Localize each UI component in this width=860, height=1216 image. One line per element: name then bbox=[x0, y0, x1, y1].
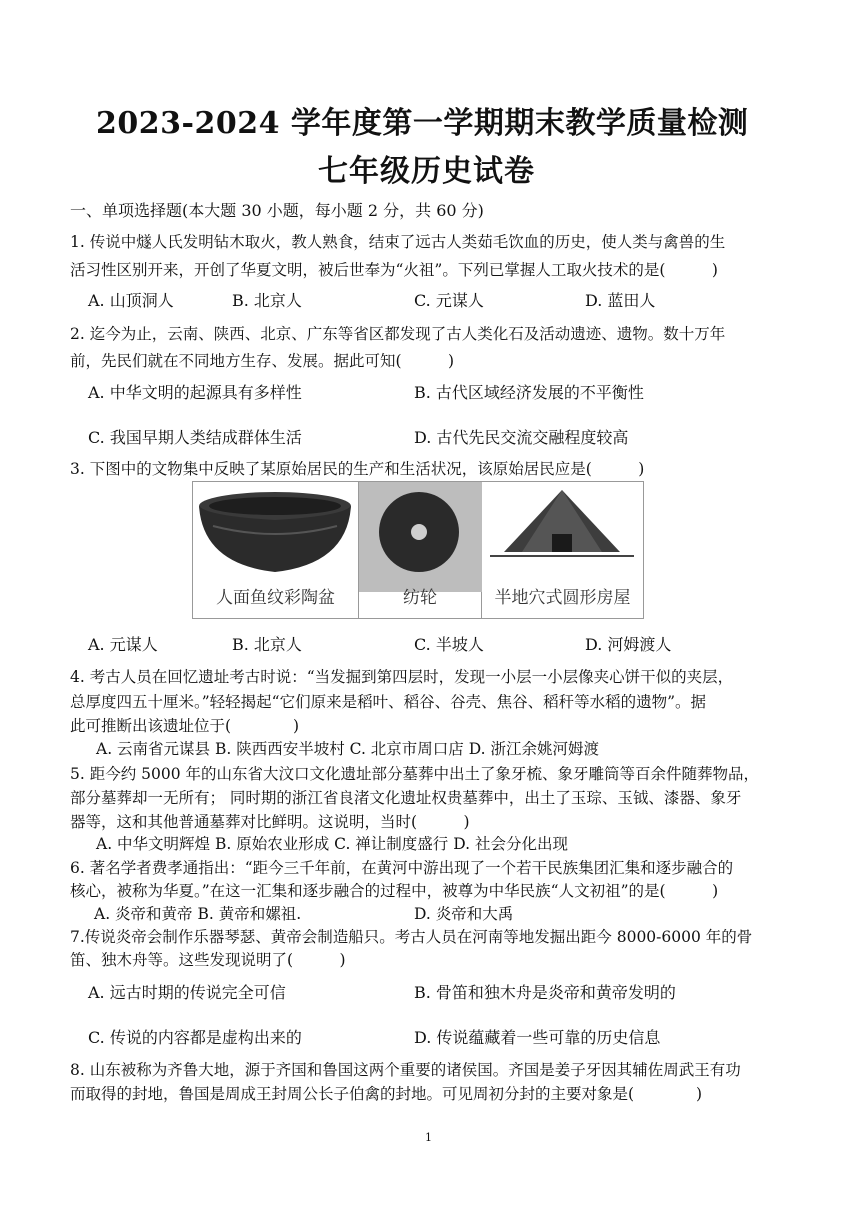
q7-option-d[interactable]: D. 传说蕴藏着一些可靠的历史信息 bbox=[414, 1028, 661, 1047]
q1-option-d[interactable]: D. 蓝田人 bbox=[585, 291, 656, 310]
question-1-line-2: 活习性区别开来，开创了华夏文明，被后世奉为“火祖”。下列已掌握人工取火技术的是( ) bbox=[70, 261, 718, 279]
q1-option-b[interactable]: B. 北京人 bbox=[232, 291, 302, 310]
question-6-line-1: 6. 著名学者费孝通指出：“距今三千年前，在黄河中游出现了一个若干民族集团汇集和逐步融合的 bbox=[70, 859, 734, 877]
q2-option-c[interactable]: C. 我国早期人类结成群体生活 bbox=[88, 428, 302, 447]
q1-option-a[interactable]: A. 山顶洞人 bbox=[88, 291, 174, 310]
question-7-line-1: 7.传说炎帝会制作乐器琴瑟、黄帝会制造船只。考古人员在河南等地发掘出距今 8000-6000 年的骨 bbox=[70, 928, 753, 946]
artifact-figure bbox=[192, 481, 644, 619]
q2-option-a[interactable]: A. 中华文明的起源具有多样性 bbox=[88, 383, 302, 402]
figure-cell-round-house bbox=[482, 482, 643, 618]
section-heading: 一、单项选择题(本大题 30 小题，每小题 2 分，共 60 分) bbox=[70, 201, 484, 220]
caption-round-house: 半地穴式圆形房屋 bbox=[494, 588, 631, 608]
question-4-line-1: 4. 考古人员在回忆遗址考古时说：“当发掘到第四层时，发现一小层一小层像夹心饼干似的夹层， bbox=[70, 668, 734, 686]
question-6-line-2: 核心，被称为华夏。”在这一汇集和逐步融合的过程中，被尊为中华民族“人文初祖”的是( ) bbox=[70, 882, 719, 900]
exam-subtitle: 七年级历史试卷 bbox=[318, 154, 535, 189]
question-5-line-2: 部分墓葬却一无所有； 同时期的浙江省良渚文化遗址权贵墓葬中，出土了玉琮、玉钺、漆器、象牙 bbox=[70, 789, 742, 807]
figure-cell-spindle-whorl bbox=[359, 482, 482, 618]
q7-option-b[interactable]: B. 骨笛和独木舟是炎帝和黄帝发明的 bbox=[414, 983, 676, 1002]
caption-spindle-whorl: 纺轮 bbox=[403, 588, 437, 608]
exam-title: 2023-2024 学年度第一学期期末教学质量检测 bbox=[96, 106, 749, 141]
round-house-image bbox=[482, 484, 642, 580]
question-4-line-2: 总厚度四五十厘米。”轻轻揭起“它们原来是稻叶、稻谷、谷壳、焦谷、稻秆等水稻的遗物”。据 bbox=[70, 693, 707, 711]
q2-option-d[interactable]: D. 古代先民交流交融程度较高 bbox=[414, 428, 629, 447]
question-2-line-1: 2. 迄今为止，云南、陕西、北京、广东等省区都发现了古人类化石及活动遗迹、遗物。数十万年 bbox=[70, 325, 726, 343]
question-3-line-1: 3. 下图中的文物集中反映了某原始居民的生产和生活状况，该原始居民应是( ) bbox=[70, 460, 645, 478]
question-5-line-3: 器等，这和其他普通墓葬对比鲜明。这说明，当时( ) bbox=[70, 813, 470, 831]
question-7-line-2: 笛、独木舟等。这些发现说明了( ) bbox=[70, 951, 346, 969]
question-5-line-1: 5. 距今约 5000 年的山东省大汶口文化遗址部分墓葬中出土了象牙梳、象牙雕筒等百余件随葬物品， bbox=[70, 765, 760, 783]
page-number: 1 bbox=[425, 1131, 432, 1144]
pottery-basin-image bbox=[193, 486, 357, 582]
q2-option-b[interactable]: B. 古代区域经济发展的不平衡性 bbox=[414, 383, 644, 402]
q1-option-c[interactable]: C. 元谋人 bbox=[414, 291, 484, 310]
caption-pottery-basin: 人面鱼纹彩陶盆 bbox=[216, 588, 335, 608]
q7-option-a[interactable]: A. 远古时期的传说完全可信 bbox=[88, 983, 286, 1002]
q3-option-a[interactable]: A. 元谋人 bbox=[88, 635, 158, 654]
q5-options[interactable]: A. 中华文明辉煌 B. 原始农业形成 C. 禅让制度盛行 D. 社会分化出现 bbox=[96, 835, 568, 853]
question-1-line-1: 1. 传说中燧人氏发明钻木取火，教人熟食，结束了远古人类茹毛饮血的历史，使人类与禽兽的生 bbox=[70, 233, 726, 251]
q7-option-c[interactable]: C. 传说的内容都是虚构出来的 bbox=[88, 1028, 302, 1047]
question-8-line-1: 8. 山东被称为齐鲁大地，源于齐国和鲁国这两个重要的诸侯国。齐国是姜子牙因其辅佐周武王有功 bbox=[70, 1061, 741, 1079]
q6-option-c[interactable]: D. 炎帝和大禹 bbox=[414, 905, 514, 923]
spindle-whorl-image bbox=[359, 482, 482, 592]
q3-option-c[interactable]: C. 半坡人 bbox=[414, 635, 484, 654]
question-4-line-3: 此可推断出该遗址位于( ) bbox=[70, 717, 300, 735]
figure-cell-pottery-basin bbox=[193, 482, 359, 618]
q6-option-ab[interactable]: A. 炎帝和黄帝 B. 黄帝和嫘祖. bbox=[94, 905, 302, 923]
question-2-line-2: 前，先民们就在不同地方生存、发展。据此可知( ) bbox=[70, 352, 455, 370]
q3-option-d[interactable]: D. 河姆渡人 bbox=[585, 635, 672, 654]
q3-option-b[interactable]: B. 北京人 bbox=[232, 635, 302, 654]
q4-options[interactable]: A. 云南省元谋县 B. 陕西西安半坡村 C. 北京市周口店 D. 浙江余姚河姆渡 bbox=[96, 740, 599, 758]
question-8-line-2: 而取得的封地，鲁国是周成王封周公长子伯禽的封地。可见周初分封的主要对象是( ) bbox=[70, 1085, 703, 1103]
